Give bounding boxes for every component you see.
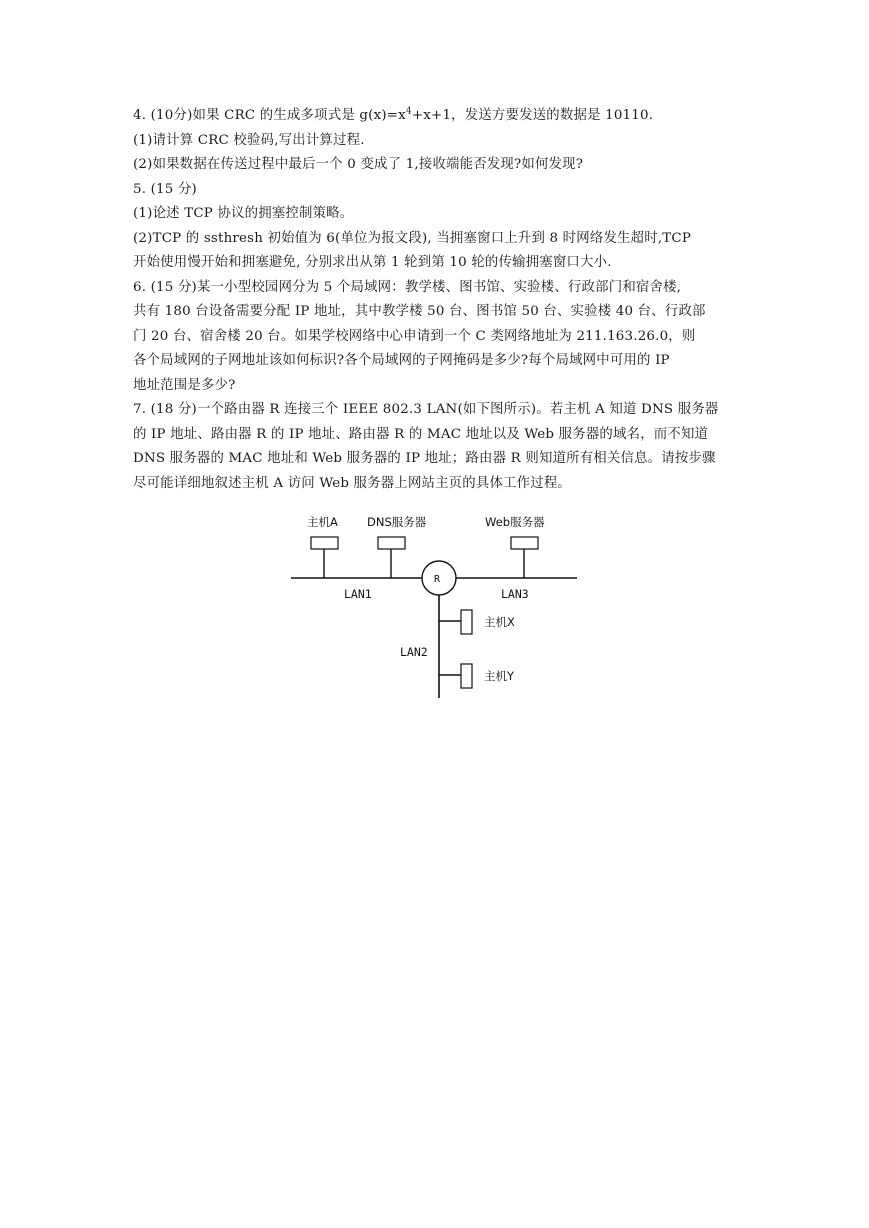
q6-line-3: 门 20 台、宿舍楼 20 台。如果学校网络中心申请到一个 C 类网络地址为 211.163.26.0，则 [133, 328, 696, 344]
q7-line-2: 的 IP 地址、路由器 R 的 IP 地址、路由器 R 的 MAC 地址以及 Web 服务器的域名，而不知道 [133, 426, 709, 442]
host-y-label: 主机Y [484, 669, 515, 683]
host-a-box [311, 537, 338, 549]
q4-line-1 [133, 104, 738, 129]
host-y-box [461, 664, 472, 688]
lan2-label: LAN2 [400, 645, 428, 659]
web-server-box [511, 537, 538, 549]
q4-exponent: 4 [405, 106, 412, 117]
host-x-box [461, 610, 472, 634]
q6-line-4: 各个局域网的子网地址该如何标识?各个局域网的子网掩码是多少?每个局域网中可用的 IP [133, 353, 670, 368]
q7-line-1: 7. (18 分)一个路由器 R 连接三个 IEEE 802.3 LAN(如下图所示)。若主机 A 知道 DNS 服务器 [133, 402, 719, 417]
q5-sub-2-line-2: 开始使用慢开始和拥塞避免, 分别求出从第 1 轮到第 10 轮的传输拥塞窗口大小. [133, 255, 612, 270]
router-label: R [434, 574, 441, 585]
q6-line-5: 地址范围是多少? [133, 377, 236, 393]
q5-title: 5. (15 分) [133, 181, 197, 197]
network-diagram-svg [289, 508, 581, 702]
lan3-label: LAN3 [501, 587, 529, 601]
dns-server-box [378, 537, 405, 549]
q5-sub-2-line-1: (2)TCP 的 ssthresh 初始值为 6(单位为报文段), 当拥塞窗口上升到 8 时网络发生超时,TCP [133, 230, 692, 246]
lan1-label: LAN1 [344, 587, 372, 601]
q6-line-1: 6. (15 分)某一小型校园网分为 5 个局域网：教学楼、图书馆、实验楼、行政部门和宿舍楼, [133, 279, 682, 295]
q4-text-post: +x+1，发送方要发送的数据是 10110. [411, 108, 654, 123]
q7-line-3: DNS 服务器的 MAC 地址和 Web 服务器的 IP 地址；路由器 R 则知道所有相关信息。请按步骤 [133, 451, 716, 466]
exam-questions [133, 104, 738, 496]
host-a-label: 主机A [307, 515, 338, 529]
q4-sub-2: (2)如果数据在传送过程中最后一个 0 变成了 1,接收端能否发现?如何发现? [133, 157, 584, 172]
q5-sub-1: (1)论述 TCP 协议的拥塞控制策略。 [133, 206, 354, 221]
dns-server-label: DNS服务器 [367, 515, 427, 529]
q4-sub-1: (1)请计算 CRC 校验码,写出计算过程. [133, 132, 365, 148]
q7-line-4: 尽可能详细地叙述主机 A 访问 Web 服务器上网站主页的具体工作过程。 [133, 475, 571, 491]
q6-line-2: 共有 180 台设备需要分配 IP 地址，其中教学楼 50 台、图书馆 50 台、实验楼 40 台、行政部 [133, 304, 706, 319]
web-server-label: Web服务器 [485, 515, 545, 529]
q4-text-pre: 4. (10分)如果 CRC 的生成多项式是 g(x)=x [133, 108, 406, 123]
network-diagram [289, 508, 581, 702]
host-x-label: 主机X [484, 615, 515, 629]
